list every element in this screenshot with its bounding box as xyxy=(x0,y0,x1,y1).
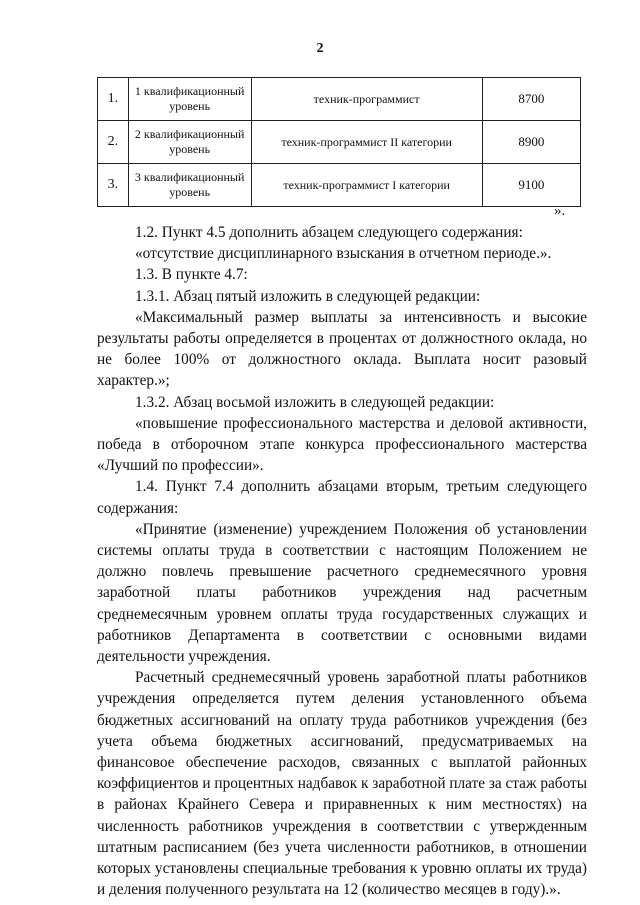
qualification-level: 2 квалификационный уровень xyxy=(128,121,251,164)
paragraph-1-4-text-1: «Принятие (изменение) учреждением Положения об установлении системы оплаты труда в соответствии с настоящим Положением не должно повлечь превышение расчетного среднемесячного уровня заработной платы работников учреждения над расчетным среднемесячным уровнем оплаты труда государственных служащих и работников Департамента в соответствии с основными видами деятельности учреждения. xyxy=(97,520,587,666)
paragraph-1-4: 1.4. Пункт 7.4 дополнить абзацами вторым, третьим следующего содержания: xyxy=(97,478,587,517)
document-body xyxy=(97,222,587,901)
position-name: техник-программист II категории xyxy=(251,121,482,164)
position-name: техник-программист xyxy=(251,78,482,121)
salary-amount: 9100 xyxy=(482,164,580,207)
table-row xyxy=(98,78,581,121)
paragraph-1-3: 1.3. В пункте 4.7: xyxy=(135,266,248,284)
row-number: 1. xyxy=(98,78,129,121)
row-number: 3. xyxy=(98,164,129,207)
paragraph-1-2-text: «отсутствие дисциплинарного взыскания в отчетном периоде.». xyxy=(135,245,552,263)
qualification-table xyxy=(97,77,581,207)
page-number: 2 xyxy=(316,41,324,56)
paragraph-1-2: 1.2. Пункт 4.5 дополнить абзацем следующего содержания: xyxy=(135,224,523,241)
row-number: 2. xyxy=(98,121,129,164)
qualification-level: 3 квалификационный уровень xyxy=(128,164,251,207)
salary-amount: 8700 xyxy=(482,78,580,121)
table-row xyxy=(98,164,581,207)
paragraph-1-3-2-text: «повышение профессионального мастерства и деловой активности, победа в отборочном этапе конкурса профессионального мастерства «Лучший по профессии». xyxy=(97,414,587,475)
paragraph-1-3-2: 1.3.2. Абзац восьмой изложить в следующей редакции: xyxy=(135,393,495,411)
table-row xyxy=(98,121,581,164)
paragraph-1-3-1: 1.3.1. Абзац пятый изложить в следующей редакции: xyxy=(135,287,481,305)
qualification-level: 1 квалификационный уровень xyxy=(128,78,251,121)
salary-amount: 8900 xyxy=(482,121,580,164)
paragraph-1-3-1-text: «Максимальный размер выплаты за интенсивность и высокие результаты работы определяется в процентах от должностного оклада, но не более 100% от должностного оклада. Выплата носит разовый характер.»; xyxy=(97,308,587,390)
position-name: техник-программист I категории xyxy=(251,164,482,207)
paragraph-1-4-text-2: Расчетный среднемесячный уровень заработной платы работников учреждения определяется путем деления установленного объема бюджетных ассигнований на оплату труда работников учреждения (без учета объема бюджетных ассигнований, предусматриваемых на финансовое обеспечение расходов, связанных с выплатой районных коэффициентов и процентных надбавок к заработной плате за стаж работы в районах Крайнего Севера и приравненных к ним местностях) на численность работников учреждения в соответствии с утвержденным штатным расписанием (без учета численности работников, в отношении которых установлены специальные требования к уровню оплаты их труда) и деления полученного результата на 12 (количество месяцев в году).». xyxy=(97,669,587,899)
table-closing-quote: ». xyxy=(554,203,566,219)
